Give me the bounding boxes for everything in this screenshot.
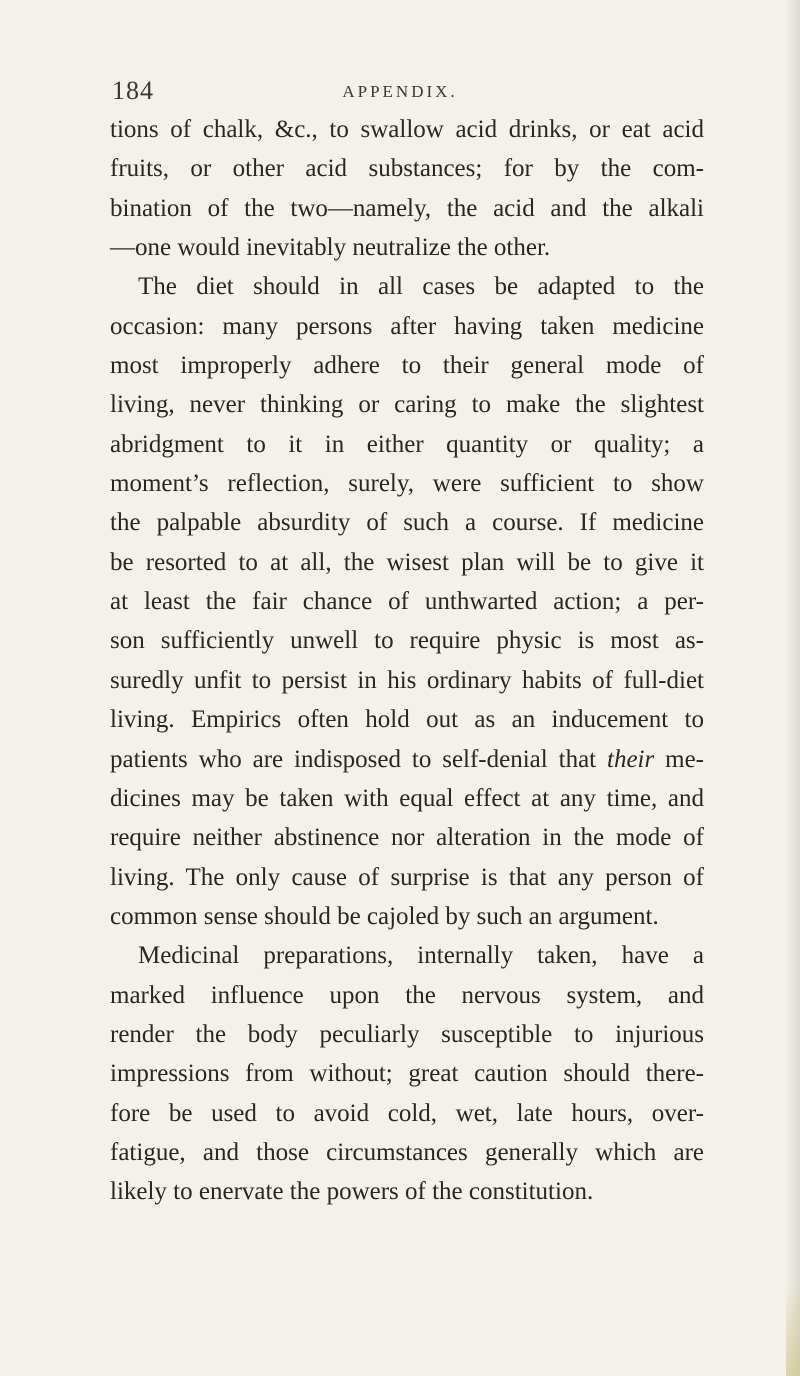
text-line: moment’s reflection, surely, were sufficient to show [110,470,704,498]
text-line: dicines may be taken with equal effect at any time, and [110,784,704,812]
text-run: me- [665,745,705,773]
body-text [110,110,704,1212]
text-line: occasion: many persons after having taken medicine [110,312,704,340]
text-line: suredly unfit to persist in his ordinary habits of full-diet [110,666,704,694]
text-line: require neither abstinence nor alteration in the mode of [110,824,704,852]
text-line: fatigue, and those circumstances generally which are [110,1138,704,1166]
italic-word: their [607,745,655,773]
text-line: living, never thinking or caring to make the slightest [110,391,704,419]
text-line: —one would inevitably neutralize the other. [110,234,551,262]
text-line: living. The only cause of surprise is that any person of [110,863,704,891]
text-line: most improperly adhere to their general mode of [110,352,704,380]
text-line: likely to enervate the powers of the constitution. [110,1178,594,1206]
running-head: APPENDIX. [342,82,458,101]
page-number: 184 [112,76,154,105]
text-line: be resorted to at all, the wisest plan will be to give it [110,548,704,576]
text-line: at least the fair chance of unthwarted action; a per- [110,588,704,616]
text-line: the palpable absurdity of such a course. If medicine [110,509,704,537]
text-line: son sufficiently unwell to require physic is most as- [110,627,704,655]
page-edge-stain [786,1280,800,1376]
text-line: living. Empirics often hold out as an inducement to [110,706,704,734]
text-line: fore be used to avoid cold, wet, late hours, over- [110,1099,704,1127]
text-line: tions of chalk, &c., to swallow acid drinks, or eat acid [110,116,704,143]
text-line: marked influence upon the nervous system, and [110,981,704,1009]
text-run: patients who are indisposed to self-denial that [110,745,597,773]
text-line: bination of the two—namely, the acid and the alkali [110,194,704,222]
text-line: common sense should be cajoled by such an argument. [110,902,659,930]
text-line: Medicinal preparations, internally taken, have a [138,942,704,970]
text-line [110,740,704,779]
text-line: abridgment to it in either quantity or quality; a [110,430,704,458]
page-edge-shadow [786,0,800,1376]
text-line: The diet should in all cases be adapted to the [138,273,704,301]
text-line: fruits, or other acid substances; for by the com- [110,155,704,183]
text-line: render the body peculiarly susceptible to injurious [110,1020,704,1048]
text-line: impressions from without; great caution should there- [110,1060,704,1088]
